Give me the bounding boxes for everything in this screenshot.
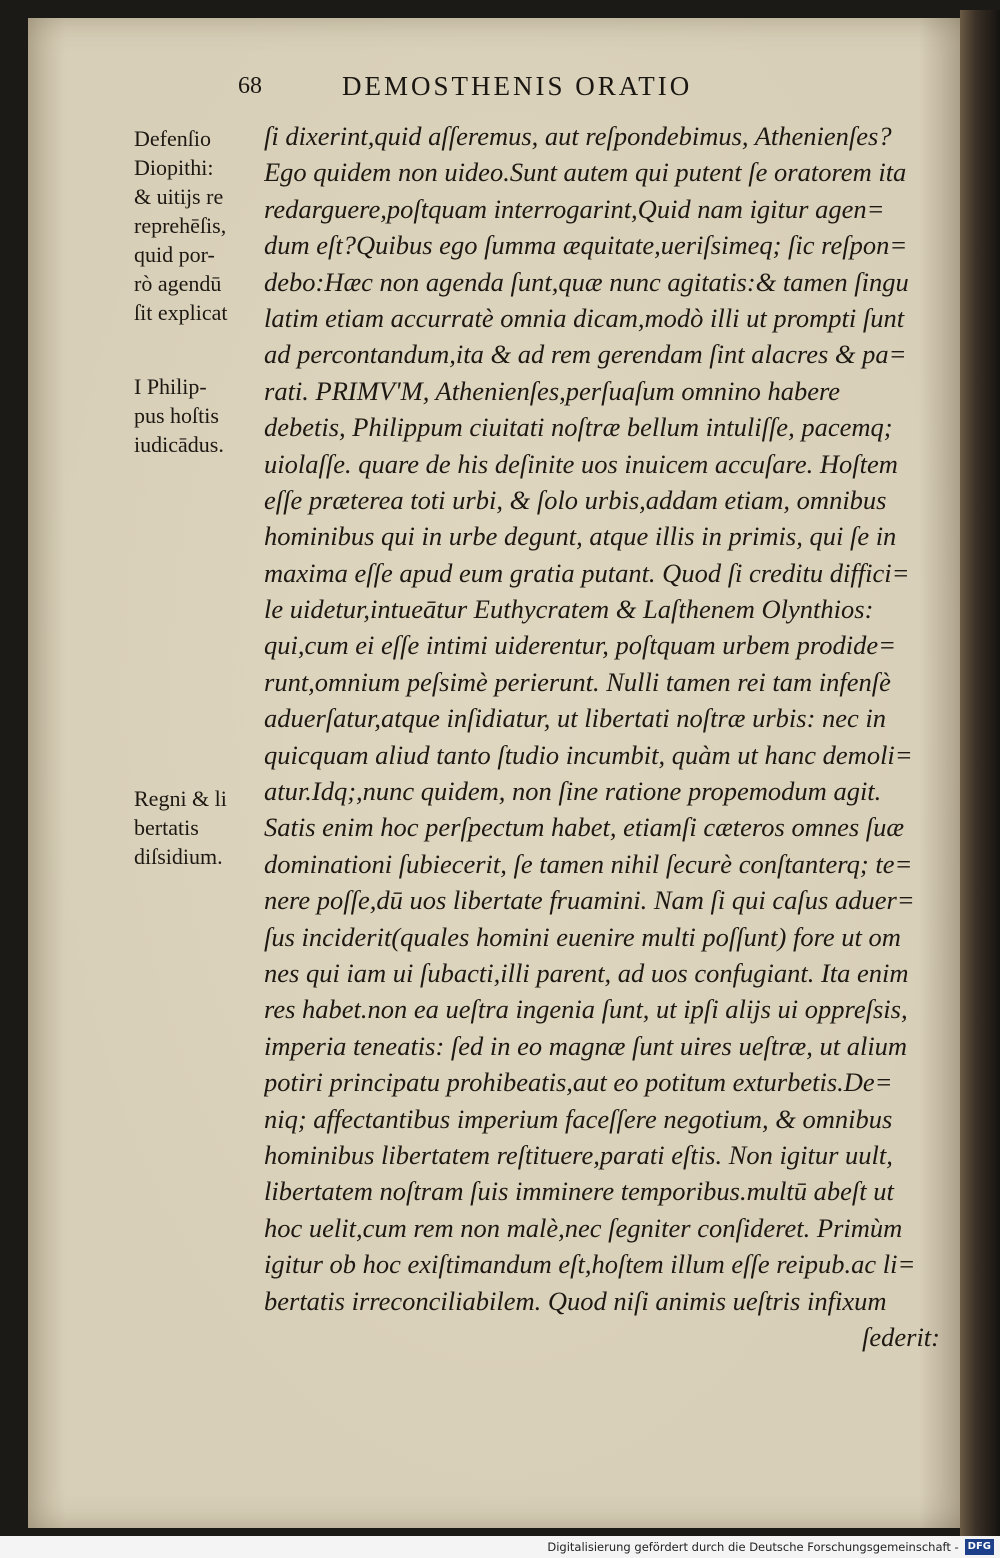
text-line: ſederit: bbox=[862, 1321, 940, 1352]
text-line: ſus inciderit(quales homini euenire multi poſſunt) fore ut om bbox=[264, 921, 901, 952]
text-line: Satis enim hoc perſpectum habet, etiamſi cæteros omnes ſuæ bbox=[264, 812, 905, 843]
text-line: aduerſatur,atque inſidiatur, ut libertati noſtræ urbis: nec in bbox=[264, 703, 887, 734]
text-line: quicquam aliud tanto ſtudio incumbit, quàm ut hanc demoli= bbox=[264, 739, 913, 770]
text-line: hoc uelit,cum rem non malè,nec ſegniter conſideret. Primùm bbox=[264, 1212, 903, 1243]
text-line: redarguere,poſtquam interrogarint,Quid nam igitur agen= bbox=[264, 193, 885, 224]
text-line: dominationi ſubiecerit, ſe tamen nihil ſecurè conſtanterq; te= bbox=[264, 848, 913, 879]
text-line: debo:Hæc non agenda ſunt,quæ nunc agitatis:& tamen ſingu bbox=[264, 266, 909, 297]
marginal-line: rò agendū bbox=[134, 271, 222, 296]
marginal-note-philippus bbox=[134, 372, 264, 459]
marginal-line: bertatis bbox=[134, 815, 199, 840]
running-title: DEMOSTHENIS ORATIO bbox=[342, 70, 693, 101]
marginal-line: ſit explicat bbox=[134, 300, 228, 325]
text-line: hominibus qui in urbe degunt, atque illis in primis, qui ſe in bbox=[264, 521, 897, 552]
book-gutter-shadow bbox=[960, 10, 1000, 1538]
text-line: eſſe præterea toti urbi, & ſolo urbis,addam etiam, omnibus bbox=[264, 484, 887, 515]
text-line: qui,cum ei eſſe intimi uiderentur, poſtquam urbem prodide= bbox=[264, 630, 896, 661]
text-line: nere poſſe,dū uos libertate fruamini. Nam ſi qui caſus aduer= bbox=[264, 885, 915, 916]
marginal-line: Diopithi: bbox=[134, 155, 214, 180]
footer-credit: Digitalisierung gefördert durch die Deutsche Forschungsgemeinschaft - bbox=[547, 1540, 959, 1554]
marginal-line: Regni & li bbox=[134, 786, 227, 811]
marginal-note-regni bbox=[134, 784, 264, 871]
text-line: runt,omnium peſsimè perierunt. Nulli tamen rei tam infenſè bbox=[264, 666, 891, 697]
text-line: le uidetur,intueātur Euthycratem & Laſthenem Olynthios: bbox=[264, 594, 874, 625]
text-line: libertatem noſtram ſuis imminere temporibus.multū abeſt ut bbox=[264, 1176, 894, 1207]
page-number: 68 bbox=[238, 72, 262, 99]
text-line: atur.Idq;,nunc quidem, non ſine ratione propemodum agit. bbox=[264, 776, 882, 807]
text-line: dum eſt?Quibus ego ſumma æquitate,ueriſsimeq; ſic reſpon= bbox=[264, 230, 908, 261]
text-line: hominibus libertatem reſtituere,parati eſtis. Non igitur uult, bbox=[264, 1139, 893, 1170]
text-line: rati. PRIMV'M, Athenienſes,perſuaſum omnino habere bbox=[264, 375, 841, 406]
digitization-footer bbox=[0, 1536, 1000, 1558]
text-line: nes qui iam ui ſubacti,illi parent, ad uos confugiant. Ita enim bbox=[264, 957, 909, 988]
marginal-line: & uitijs re bbox=[134, 184, 224, 209]
marginal-line: iudicādus. bbox=[134, 432, 224, 457]
text-line: latim etiam accurratè omnia dicam,modò illi ut prompti ſunt bbox=[264, 302, 905, 333]
marginal-note-defensio bbox=[134, 124, 264, 327]
main-text-block bbox=[264, 118, 940, 1355]
text-line: niq; affectantibus imperium faceſſere negotium, & omnibus bbox=[264, 1103, 893, 1134]
text-line: maxima eſſe apud eum gratia putant. Quod ſi creditu diffici= bbox=[264, 557, 910, 588]
text-line: res habet.non ea ueſtra ingenia ſunt, ut ipſi alijs ui oppreſsis, bbox=[264, 994, 908, 1025]
text-line: ad percontandum,ita & ad rem gerendam ſint alacres & pa= bbox=[264, 339, 907, 370]
text-line: bertatis irreconciliabilem. Quod niſi animis ueſtris infixum bbox=[264, 1285, 887, 1316]
marginal-line: pus hoſtis bbox=[134, 403, 219, 428]
dfg-logo: DFG bbox=[965, 1539, 994, 1555]
text-line: ſi dixerint,quid aſſeremus, aut reſpondebimus, Athenienſes? bbox=[264, 121, 892, 151]
marginal-line: reprehēſis, bbox=[134, 213, 227, 238]
text-line: igitur ob hoc exiſtimandum eſt,hoſtem illum eſſe reipub.ac li= bbox=[264, 1249, 916, 1280]
marginal-line: quid por- bbox=[134, 242, 215, 267]
running-head bbox=[238, 66, 798, 106]
marginal-line: Defenſio bbox=[134, 126, 211, 151]
marginal-line: I Philip- bbox=[134, 374, 207, 399]
text-line: uiolaſſe. quare de his deſinite uos inuicem accuſare. Hoſtem bbox=[264, 448, 898, 479]
text-line: debetis, Philippum ciuitati noſtræ bellum intuliſſe, pacemq; bbox=[264, 412, 893, 443]
marginal-line: diſsidium. bbox=[134, 844, 223, 869]
text-line: Ego quidem non uideo.Sunt autem qui putent ſe oratorem ita bbox=[264, 157, 907, 188]
text-line: imperia teneatis: ſed in eo magnæ ſunt uires ueſtræ, ut alium bbox=[264, 1030, 908, 1061]
text-line: potiri principatu prohibeatis,aut eo potitum exturbetis.De= bbox=[264, 1067, 893, 1098]
